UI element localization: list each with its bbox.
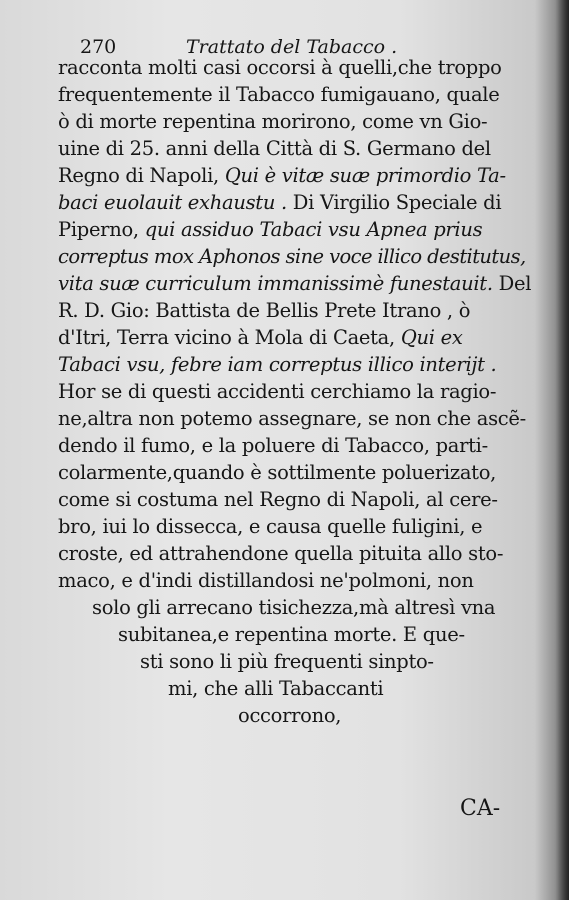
text-line: colarmente,quando è sottilmente poluerizato,	[58, 461, 497, 484]
running-title: Trattato del Tabacco .	[186, 36, 398, 58]
text-line: solo gli arrecano tisichezza,mà altresì vna	[92, 596, 496, 619]
latin-quote: Qui è vitæ suæ primordio Ta-	[224, 164, 506, 187]
text-line: uine di 25. anni della Città di S. Germano del	[58, 137, 491, 160]
text-line	[58, 272, 531, 295]
text-line	[58, 326, 463, 349]
text-run: Piperno,	[58, 218, 139, 241]
binding-shadow	[555, 0, 569, 900]
catchword: CA-	[460, 796, 501, 821]
text-line: racconta molti casi occorsi à quelli,che troppo	[58, 56, 502, 79]
text-line	[58, 218, 482, 241]
text-line: bro, iui lo dissecca, e causa quelle fuligini, e	[58, 515, 483, 538]
text-run: d'Itri, Terra vicino à Mola di Caeta,	[58, 326, 395, 349]
text-line: come si costuma nel Regno di Napoli, al cere-	[58, 488, 498, 511]
page-number: 270	[80, 36, 117, 58]
text-line: sti sono li più frequenti sinpto-	[140, 650, 434, 673]
text-line: frequentemente il Tabacco fumigauano, quale	[58, 83, 500, 106]
latin-quote: correptus mox Aphonos sine voce illico destitutus,	[58, 245, 526, 268]
latin-quote: Tabaci vsu, febre iam correptus illico interijt .	[58, 353, 497, 376]
latin-quote: vita suæ curriculum immanissimè funestauit.	[58, 272, 493, 295]
text-run: Di Virgilio Speciale di	[292, 191, 502, 214]
text-run: Regno di Napoli,	[58, 164, 219, 187]
latin-quote: qui assiduo Tabaci vsu Apnea prius	[144, 218, 483, 241]
text-line: occorrono,	[238, 704, 342, 727]
text-line: maco, e d'indi distillandosi ne'polmoni, non	[58, 569, 474, 592]
text-line	[58, 191, 501, 214]
latin-quote: Qui ex	[400, 326, 463, 349]
text-line: croste, ed attrahendone quella pituita allo sto-	[58, 542, 504, 565]
text-line: dendo il fumo, e la poluere di Tabacco, parti-	[58, 434, 488, 457]
text-run: Del	[498, 272, 532, 295]
text-line: mi, che alli Tabaccanti	[168, 677, 384, 700]
text-line: subitanea,e repentina morte. E que-	[118, 623, 465, 646]
text-line: ò di morte repentina morirono, come vn Gio-	[58, 110, 488, 133]
text-line: Hor se di questi accidenti cerchiamo la ragio-	[58, 380, 497, 403]
latin-quote: baci euolauit exhaustu .	[58, 191, 287, 214]
text-line: R. D. Gio: Battista de Bellis Prete Itrano , ò	[58, 299, 471, 322]
text-line: ne,altra non potemo assegnare, se non che ascẽ-	[58, 407, 526, 430]
text-line	[58, 164, 506, 187]
